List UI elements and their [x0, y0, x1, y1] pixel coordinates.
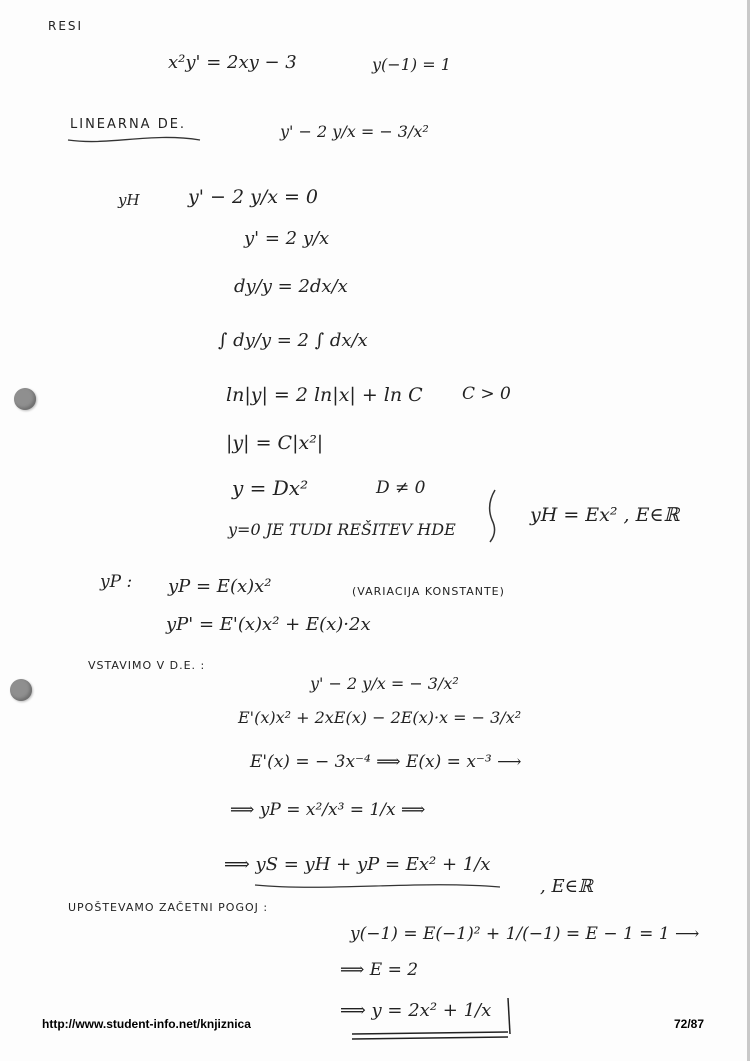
homogeneous-line-4: ∫ dy/y = 2 ∫ dx/x: [218, 330, 368, 351]
homogeneous-line-8: y=0 JE TUDI REŠITEV HDE: [228, 520, 456, 539]
substitution-domain: , E∈ℝ: [540, 876, 593, 897]
particular-label: yP :: [100, 572, 133, 592]
substitution-line-2: E'(x) = − 3x⁻⁴ ⟹ E(x) = x⁻³ ⟶: [250, 752, 522, 772]
page-number: 72/87: [674, 1017, 705, 1031]
initial-line-2: ⟹ E = 2: [340, 960, 419, 980]
final-solution: ⟹ y = 2x² + 1/x: [340, 1000, 492, 1021]
homogeneous-line-1: y' − 2 y/x = 0: [188, 186, 319, 208]
variation-note: (VARIACIJA KONSTANTE): [352, 585, 505, 598]
particular-derivative: yP' = E'(x)x² + E(x)·2x: [166, 614, 371, 635]
condition-d: D ≠ 0: [376, 478, 426, 498]
initial-condition-label: UPOŠTEVAMO ZAČETNI POGOJ :: [68, 901, 269, 914]
homogeneous-line-2: y' = 2 y/x: [244, 228, 330, 249]
substitution-line-3: ⟹ yP = x²/x³ = 1/x ⟹: [230, 800, 426, 820]
substitution-line-4: ⟹ yS = yH + yP = Ex² + 1/x: [224, 854, 491, 875]
homogeneous-line-3: dy/y = 2dx/x: [234, 276, 348, 297]
substitution-equation: y' − 2 y/x = − 3/x²: [310, 674, 459, 693]
footer-url[interactable]: http://www.student-info.net/knjiznica: [42, 1017, 251, 1031]
substitution-label: VSTAVIMO V D.E. :: [88, 659, 206, 672]
initial-condition: y(−1) = 1: [372, 55, 451, 74]
homogeneous-line-6: |y| = C|x²|: [226, 432, 324, 454]
problem-equation: x²y' = 2xy − 3: [168, 52, 297, 73]
substitution-line-1: E'(x)x² + 2xE(x) − 2E(x)·x = − 3/x²: [238, 708, 522, 727]
initial-line-1: y(−1) = E(−1)² + 1/(−1) = E − 1 = 1 ⟶: [350, 924, 700, 944]
homogeneous-result: yH = Ex² , E∈ℝ: [530, 504, 680, 526]
linear-de-label: LINEARNA DE.: [70, 117, 187, 132]
condition-c: C > 0: [462, 384, 511, 404]
homogeneous-line-5: ln|y| = 2 ln|x| + ln C: [226, 384, 423, 406]
particular-ansatz: yP = E(x)x²: [168, 576, 272, 597]
homogeneous-line-7: y = Dx²: [232, 476, 309, 500]
header-label: RESI: [48, 19, 84, 33]
homogeneous-label: yH: [118, 191, 140, 209]
standard-form: y' − 2 y/x = − 3/x²: [280, 122, 429, 141]
